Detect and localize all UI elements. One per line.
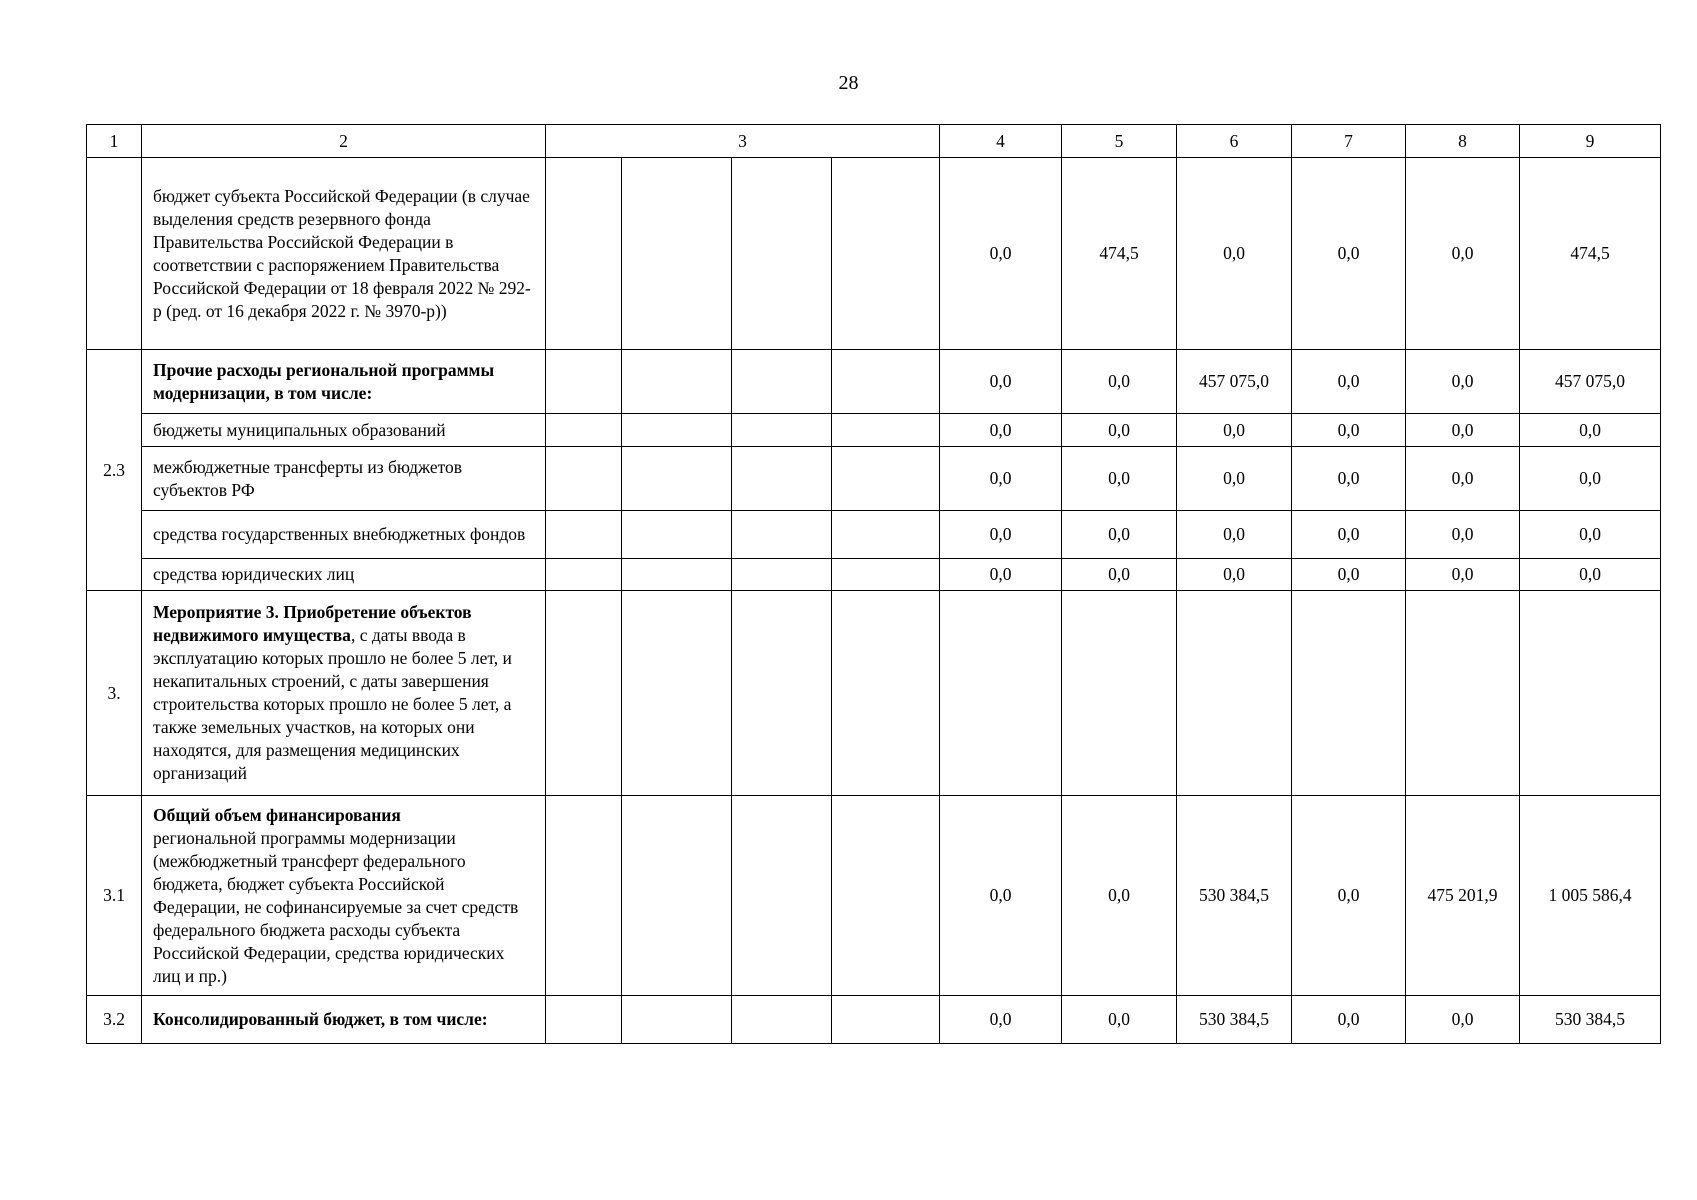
row-description-bold: Консолидированный бюджет, в том числе: [153,1009,488,1029]
header-cell: 5 [1062,125,1177,158]
value-cell: 0,0 [1177,511,1292,559]
value-cell: 530 384,5 [1520,996,1661,1044]
value-cell: 0,0 [1292,350,1406,414]
value-cell: 0,0 [1406,996,1520,1044]
empty-cell [546,158,622,350]
row-description-rest: региональной программы модернизации (межбюджетный трансферт федерального бюджета, бюджет субъекта Российской Федерации, не софинансируемые за счет средств федерального бюджета расходы субъекта Российской Федерации, средства юридических лиц и пр.) [153,827,519,986]
row-description [142,796,546,996]
empty-cell [732,350,832,414]
row-number: 3.1 [87,796,142,996]
empty-cell [832,447,940,511]
value-cell: 0,0 [1406,350,1520,414]
value-cell: 0,0 [940,511,1062,559]
value-cell: 530 384,5 [1177,796,1292,996]
value-cell: 475 201,9 [1406,796,1520,996]
table-row [87,796,1661,996]
empty-cell [546,996,622,1044]
value-cell: 0,0 [940,350,1062,414]
row-number: 3.2 [87,996,142,1044]
value-cell: 0,0 [1406,414,1520,447]
empty-cell [732,414,832,447]
empty-cell [546,511,622,559]
empty-cell [732,796,832,996]
table-row [87,447,1661,511]
table-row [87,559,1661,591]
value-cell: 0,0 [1062,511,1177,559]
header-cell: 4 [940,125,1062,158]
row-description: средства юридических лиц [142,559,546,591]
row-description: средства государственных внебюджетных фондов [142,511,546,559]
empty-cell [622,996,732,1044]
empty-cell [622,414,732,447]
value-cell: 474,5 [1520,158,1661,350]
table-row [87,414,1661,447]
value-cell: 0,0 [940,996,1062,1044]
value-cell: 457 075,0 [1177,350,1292,414]
page-number: 28 [838,72,859,94]
value-cell: 0,0 [1062,414,1177,447]
row-description-bold: Общий объем финансирования [153,804,401,825]
empty-cell [832,559,940,591]
budget-table [86,124,1661,1044]
table-row [87,591,1661,796]
value-cell: 0,0 [1062,559,1177,591]
row-number: 3. [87,591,142,796]
row-description [142,350,546,414]
header-cell: 8 [1406,125,1520,158]
empty-cell [832,511,940,559]
row-description: бюджет субъекта Российской Федерации (в случае выделения средств резервного фонда Правительства Российской Федерации в соответствии с распоряжением Правительства Российской Федерации от 18 февраля 2022 № 292-р (ред. от 16 декабря 2022 г. № 3970-р)) [142,158,546,350]
value-cell: 0,0 [1520,511,1661,559]
empty-cell [1520,591,1661,796]
row-description [142,591,546,796]
value-cell: 0,0 [1406,511,1520,559]
value-cell: 0,0 [940,414,1062,447]
empty-cell [546,414,622,447]
empty-cell [732,511,832,559]
row-description: межбюджетные трансферты из бюджетов субъектов РФ [142,447,546,511]
empty-cell [622,511,732,559]
empty-cell [732,447,832,511]
empty-cell [832,350,940,414]
empty-cell [622,796,732,996]
empty-cell [832,591,940,796]
value-cell: 0,0 [1406,158,1520,350]
value-cell: 0,0 [1406,559,1520,591]
empty-cell [1177,591,1292,796]
empty-cell [1406,591,1520,796]
value-cell: 1 005 586,4 [1520,796,1661,996]
empty-cell [1062,591,1177,796]
row-description-bold: Прочие расходы региональной программы модернизации, в том числе: [153,359,495,403]
value-cell: 0,0 [1292,559,1406,591]
empty-cell [622,350,732,414]
empty-cell [1292,591,1406,796]
table-row [87,350,1661,414]
table-row [87,511,1661,559]
value-cell: 0,0 [1292,796,1406,996]
header-cell: 9 [1520,125,1661,158]
header-cell: 6 [1177,125,1292,158]
row-description: бюджеты муниципальных образований [142,414,546,447]
value-cell: 0,0 [1062,447,1177,511]
value-cell: 474,5 [1062,158,1177,350]
value-cell: 0,0 [1292,414,1406,447]
empty-cell [940,591,1062,796]
value-cell: 0,0 [1292,447,1406,511]
empty-cell [622,158,732,350]
value-cell: 0,0 [1177,414,1292,447]
empty-cell [622,591,732,796]
value-cell: 0,0 [940,447,1062,511]
value-cell: 0,0 [1520,559,1661,591]
table-row [87,158,1661,350]
empty-cell [546,447,622,511]
value-cell: 0,0 [940,158,1062,350]
empty-cell [832,796,940,996]
header-cell: 3 [546,125,940,158]
empty-cell [832,414,940,447]
header-cell: 1 [87,125,142,158]
value-cell: 530 384,5 [1177,996,1292,1044]
empty-cell [546,559,622,591]
empty-cell [832,158,940,350]
table-row [87,996,1661,1044]
row-number [87,158,142,350]
empty-cell [832,996,940,1044]
value-cell: 0,0 [1062,796,1177,996]
value-cell: 0,0 [1292,158,1406,350]
value-cell: 0,0 [1177,559,1292,591]
empty-cell [732,591,832,796]
header-cell: 7 [1292,125,1406,158]
empty-cell [732,559,832,591]
value-cell: 0,0 [1292,996,1406,1044]
empty-cell [732,158,832,350]
row-description-bold: Мероприятие 3. Приобретение объектов недвижимого имущества [153,602,472,645]
empty-cell [546,350,622,414]
value-cell: 0,0 [1292,511,1406,559]
value-cell: 0,0 [1520,414,1661,447]
empty-cell [546,796,622,996]
value-cell: 0,0 [940,559,1062,591]
header-row [87,125,1661,158]
empty-cell [546,591,622,796]
header-cell: 2 [142,125,546,158]
row-number: 2.3 [87,350,142,591]
value-cell: 0,0 [940,796,1062,996]
value-cell: 0,0 [1177,447,1292,511]
empty-cell [732,996,832,1044]
row-description [142,996,546,1044]
row-description-rest: , с даты ввода в эксплуатацию которых прошло не более 5 лет, и некапитальных строений, с даты завершения строительства которых прошло не более 5 лет, а также земельных участков, на которых они находятся, для размещения медицинских организаций [153,625,512,783]
value-cell: 0,0 [1062,350,1177,414]
empty-cell [622,447,732,511]
value-cell: 457 075,0 [1520,350,1661,414]
empty-cell [622,559,732,591]
value-cell: 0,0 [1177,158,1292,350]
value-cell: 0,0 [1520,447,1661,511]
value-cell: 0,0 [1406,447,1520,511]
value-cell: 0,0 [1062,996,1177,1044]
